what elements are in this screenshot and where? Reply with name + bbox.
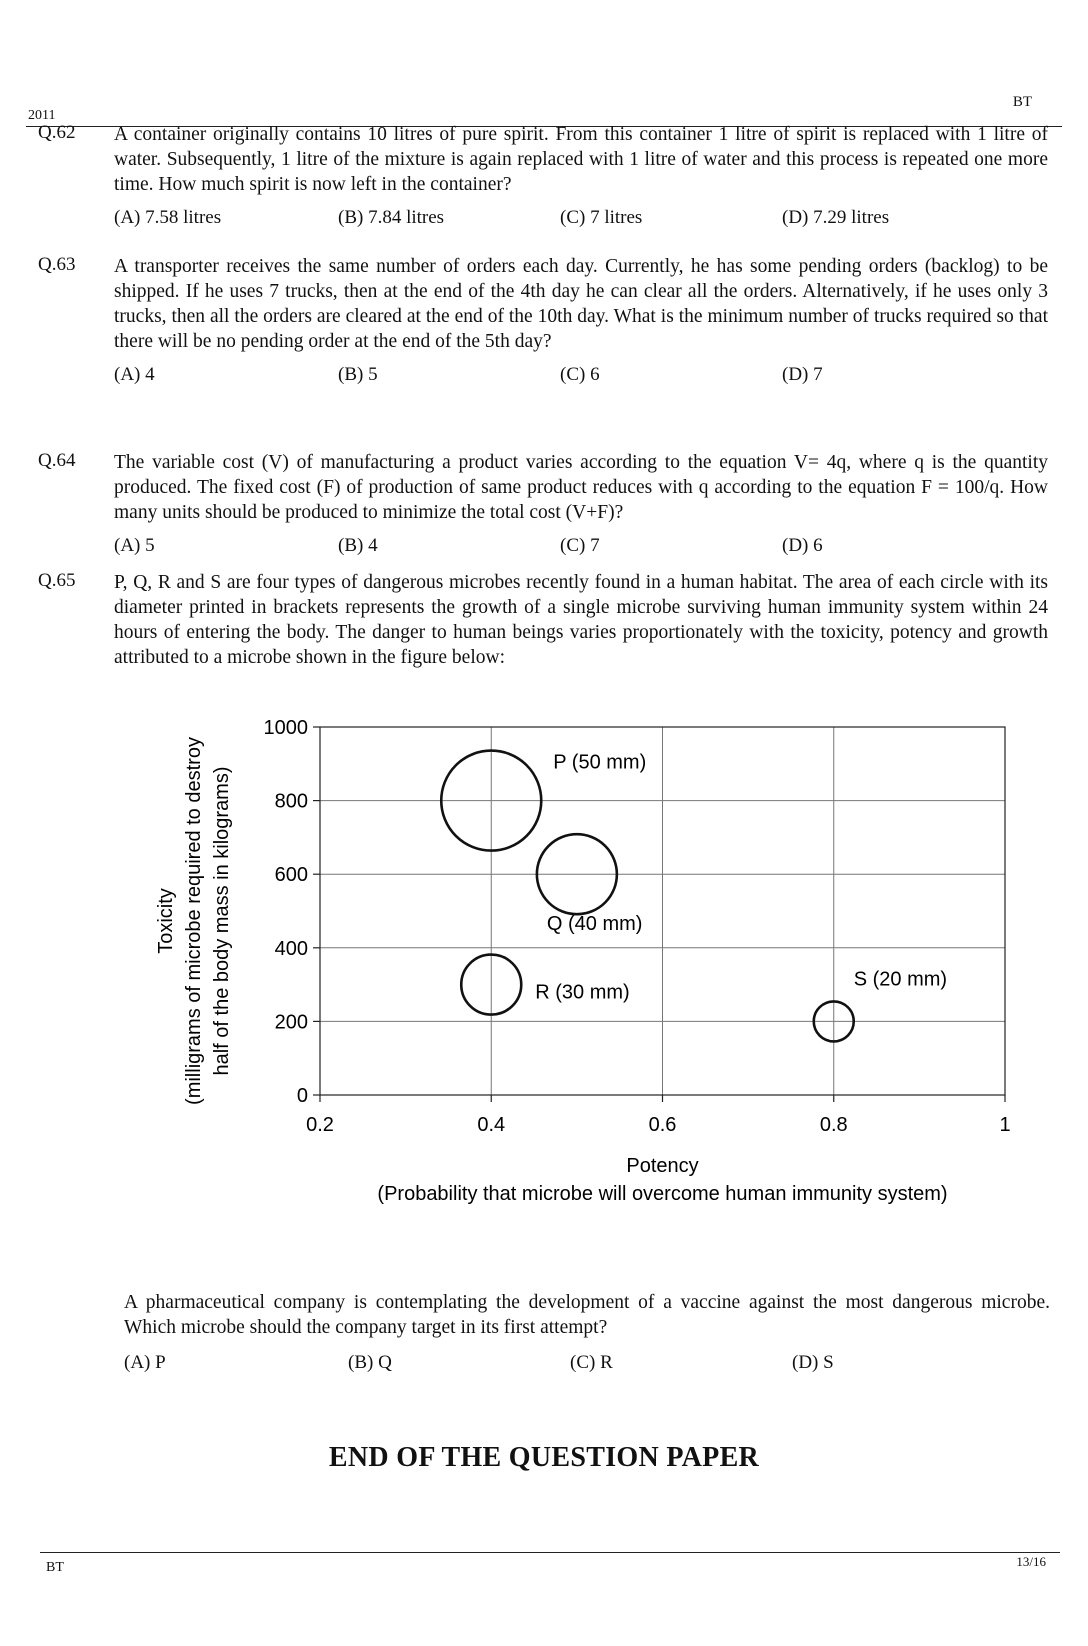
option-b: (B) 5 xyxy=(338,364,378,385)
x-tick-label: 0.2 xyxy=(306,1114,334,1136)
y-tick-label: 400 xyxy=(274,937,308,960)
page-number: 13/16 xyxy=(1016,1554,1046,1569)
question-63 xyxy=(38,254,1048,392)
question-number: Q.65 xyxy=(38,570,76,591)
option-d: (D) 7 xyxy=(782,364,823,385)
end-of-paper-title: END OF THE QUESTION PAPER xyxy=(328,1442,760,1473)
y-tick-label: 800 xyxy=(274,790,308,813)
y-axis-label: Toxicity xyxy=(155,888,177,954)
option-b: (B) 7.84 litres xyxy=(338,207,445,228)
option-b: (B) 4 xyxy=(338,535,378,556)
option-c: (C) R xyxy=(570,1352,613,1373)
option-c: (C) 7 xyxy=(560,535,600,556)
y-axis-sublabel-2: half of the body mass in kilograms) xyxy=(211,766,233,1076)
option-d: (D) 6 xyxy=(782,535,823,556)
question-stem: A container originally contains 10 litres of pure spirit. From this container 1 litre of spirit is replaced with 1 litre of water. Subsequently, 1 litre of the mixture is again replaced with 1 litre of water and this process is repeated one more time. How much spirit is now left in the container? xyxy=(114,124,1048,195)
question-options xyxy=(114,207,1048,235)
microbe-bubble-chart xyxy=(150,700,1030,1240)
question-65 xyxy=(38,570,1048,670)
question-65-prompt: A pharmaceutical company is contemplating the development of a vaccine against the most dangerous microbe. Which microbe should the company target in its first attempt? xyxy=(124,1292,1050,1338)
option-d: (D) S xyxy=(792,1352,834,1373)
question-number: Q.62 xyxy=(38,122,76,143)
question-64 xyxy=(38,450,1048,563)
question-number: Q.63 xyxy=(38,254,76,275)
x-tick-label: 0.4 xyxy=(477,1114,506,1136)
footer-paper-code: BT xyxy=(46,1560,64,1575)
question-stem: A transporter receives the same number of orders each day. Currently, he has some pending orders (backlog) to be shipped. If he uses 7 trucks, then at the end of the 4th day he can clear all the orders. Alternatively, if he uses only 3 trucks, then all the orders are cleared at the end of the 10th day. What is the minimum number of trucks required so that there will be no pending order at the end of the 5th day? xyxy=(114,256,1048,352)
microbe-label-p: P (50 mm) xyxy=(553,751,647,774)
option-c: (C) 7 litres xyxy=(560,207,643,228)
y-tick-label: 0 xyxy=(296,1085,308,1107)
x-axis-sublabel: (Probability that microbe will overcome human immunity system) xyxy=(377,1183,948,1205)
question-options xyxy=(114,364,1048,392)
question-options xyxy=(114,535,1048,563)
y-tick-label: 200 xyxy=(274,1011,308,1034)
option-a: (A) P xyxy=(124,1352,166,1373)
question-number: Q.64 xyxy=(38,450,76,471)
question-62 xyxy=(38,122,1048,235)
question-stem: P, Q, R and S are four types of dangerous microbes recently found in a human habitat. The area of each circle with its diameter printed in brackets represents the growth of a single microbe surviving human immunity system within 24 hours of entering the body. The danger to human beings varies proportionately with the toxicity, potency and growth attributed to a microbe shown in the figure below: xyxy=(114,572,1048,668)
footer-rule xyxy=(40,1552,1060,1553)
microbe-label-q: Q (40 mm) xyxy=(546,913,643,936)
question-65-options xyxy=(124,1352,1050,1380)
chart-svg xyxy=(150,700,1030,1240)
x-tick-label: 1 xyxy=(999,1114,1011,1136)
header-paper-code: BT xyxy=(1012,94,1032,110)
option-a: (A) 4 xyxy=(114,364,155,385)
question-stem: The variable cost (V) of manufacturing a product varies according to the equation V= 4q, where q is the quantity produced. The fixed cost (F) of production of same product reduces with q according to the equation F = 100/q. How many units should be produced to minimize the total cost (V+F)? xyxy=(114,452,1048,523)
option-a: (A) 7.58 litres xyxy=(114,207,222,228)
x-axis-label: Potency xyxy=(626,1155,699,1177)
chart-grid xyxy=(320,727,1005,1095)
chart-points xyxy=(441,751,947,1042)
y-tick-label: 600 xyxy=(274,864,308,887)
microbe-label-s: S (20 mm) xyxy=(853,968,948,991)
x-tick-label: 0.6 xyxy=(648,1114,677,1136)
option-a: (A) 5 xyxy=(114,535,155,556)
option-c: (C) 6 xyxy=(560,364,600,385)
x-tick-label: 0.8 xyxy=(819,1114,848,1136)
microbe-label-r: R (30 mm) xyxy=(535,981,630,1004)
y-axis-sublabel-1: (milligrams of microbe required to destroy xyxy=(183,737,205,1105)
option-b: (B) Q xyxy=(348,1352,392,1373)
option-d: (D) 7.29 litres xyxy=(782,207,890,228)
y-tick-label: 1000 xyxy=(263,717,308,739)
header-year: 2011 xyxy=(28,108,56,123)
